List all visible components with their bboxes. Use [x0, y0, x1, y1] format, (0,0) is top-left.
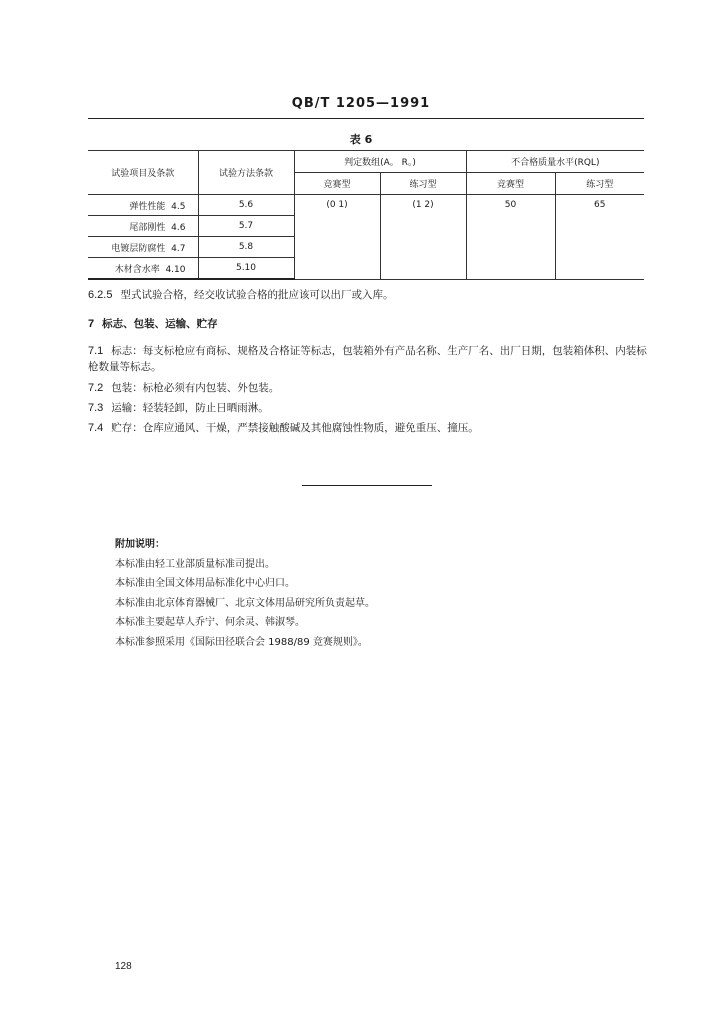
subheader-judgment-practice: 练习型: [380, 173, 466, 195]
method-cell: 5.8: [198, 237, 294, 258]
item-cell: [88, 216, 198, 237]
section-7-heading: [88, 316, 648, 332]
clause-text: 型式试验合格，经交收试验合格的批应该可以出厂或入库。: [120, 289, 394, 301]
rql-race-cell: 50: [466, 195, 555, 280]
subheader-judgment-race: 竞赛型: [294, 173, 380, 195]
item-clause: 4.7: [171, 243, 186, 254]
table-row: [88, 195, 644, 216]
page-number: 128: [115, 961, 132, 972]
item-name: 电镀层防腐性: [111, 243, 166, 254]
paragraph-7-1: [88, 343, 648, 375]
clause-text: 运输：轻装轻卸，防止日晒雨淋。: [111, 402, 269, 414]
clause-text: 标志：每支标枪应有商标、规格及合格证等标志，包装箱外有产品名称、生产厂名、出厂日期，包装箱体积、内装标枪数量等标志。: [88, 345, 647, 373]
clause-number: 7.4: [88, 422, 104, 434]
end-divider: [302, 485, 432, 486]
appendix-line: 本标准主要起草人乔宁、何余灵、韩淑琴。: [115, 617, 305, 629]
appendix-title: 附加说明：: [115, 539, 165, 550]
method-cell: 5.6: [198, 195, 294, 216]
table-caption: 表 6: [349, 133, 373, 146]
appendix-line: 本标准由北京体育器械厂、北京文体用品研究所负责起草。: [115, 597, 375, 609]
item-cell: [88, 195, 198, 216]
method-cell: 5.7: [198, 216, 294, 237]
item-name: 尾部刚性: [129, 222, 166, 233]
clause-text: 包装：标枪必须有内包装、外包装。: [111, 382, 280, 394]
appendix-notes: [115, 535, 375, 653]
paragraph-7-3: [88, 400, 648, 416]
paragraph-7-2: [88, 380, 648, 396]
header-item: 试验项目及条款: [88, 151, 198, 195]
subheader-rql-practice: 练习型: [555, 173, 644, 195]
item-name: 弹性性能: [129, 201, 166, 212]
judgment-practice-cell: (1 2): [380, 195, 466, 280]
item-clause: 4.6: [171, 222, 186, 233]
judgment-race-cell: (0 1): [294, 195, 380, 280]
rql-practice-cell: 65: [555, 195, 644, 280]
item-clause: 4.5: [171, 201, 186, 212]
header-judgment: 判定数组(A。 R。): [294, 151, 466, 173]
item-clause: 4.10: [165, 264, 186, 275]
clause-text: 贮存：仓库应通风、干燥，严禁接触酸碱及其他腐蚀性物质，避免重压、撞压。: [111, 422, 479, 434]
appendix-line: 本标准参照采用《国际田径联合会 1988/89 竞赛规则》。: [115, 636, 368, 648]
method-cell: 5.10: [198, 258, 294, 280]
header-rql: 不合格质量水平(RQL): [466, 151, 644, 173]
section-title: 标志、包装、运输、贮存: [102, 318, 218, 330]
clause-number: 7.2: [88, 382, 104, 394]
clause-number: 7.3: [88, 402, 104, 414]
appendix-line: 本标准由轻工业部质量标准司提出。: [115, 558, 275, 570]
clause-number: 7.1: [88, 345, 104, 357]
appendix-line: 本标准由全国文体用品标准化中心归口。: [115, 578, 295, 590]
item-cell: [88, 258, 198, 280]
paragraph-6-2-5: [88, 287, 648, 303]
header-rule: [88, 118, 644, 119]
subheader-rql-race: 竞赛型: [466, 173, 555, 195]
clause-number: 6.2.5: [88, 289, 113, 301]
header-method: 试验方法条款: [198, 151, 294, 195]
standard-number: QB/T 1205—1991: [291, 96, 431, 111]
item-cell: [88, 237, 198, 258]
item-name: 木材含水率: [114, 264, 160, 275]
test-table: [88, 150, 644, 280]
section-number: 7: [88, 318, 95, 330]
paragraph-7-4: [88, 420, 648, 436]
